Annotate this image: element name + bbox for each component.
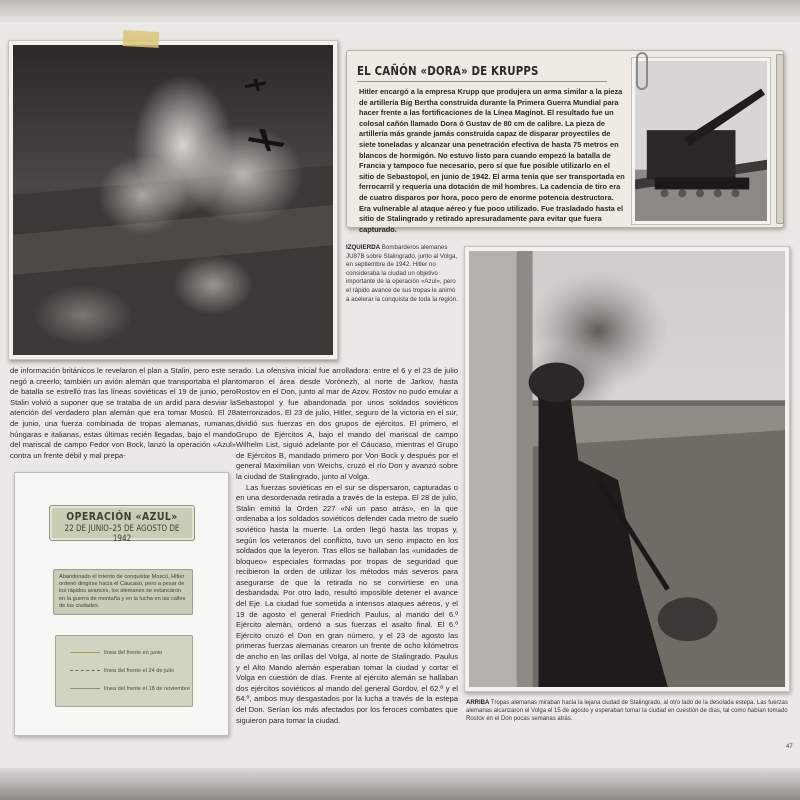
dora-title: EL CAÑÓN «DORA» DE KRUPPS	[357, 63, 539, 78]
caption-left	[346, 244, 458, 304]
legend-line-solid-gold	[70, 652, 100, 653]
azul-dates: 22 DE JUNIO–25 DE AGOSTO DE 1942	[64, 524, 180, 544]
page-number: 47	[786, 744, 793, 750]
soldier-photo	[464, 246, 790, 692]
bombers-photo	[8, 40, 338, 360]
legend-item	[70, 668, 174, 674]
dora-sidebar	[346, 50, 784, 234]
paper-clip	[636, 52, 648, 90]
legend-label: línea del frente el 24 de julio	[104, 668, 174, 674]
azul-title: OPERACIÓN «AZUL»	[66, 510, 178, 523]
page-edge-top	[0, 0, 800, 22]
azul-legend	[55, 635, 193, 707]
legend-item	[70, 686, 190, 692]
body-column-1	[10, 366, 236, 461]
caption-bottom-text: Tropas alemanas miraban hacia la lejana ciudad de Stalingrado, al otro lado de la desolada estepa. Las fuerzas alemanas alcanzaron el Volga el 15 de agosto y esperaban tomar la ciudad en cuestión de días, tal como habían tomado Rostov en el Don pocas semanas atrás.	[466, 700, 788, 723]
page-edge-bottom	[0, 768, 800, 800]
legend-label: línea del frente el 18 de noviembre	[104, 686, 191, 692]
azul-note: Abandonado el intento de conquistar Moscú, Hitler ordenó dirigirse hacia el Cáucaso, pero a pesar de los rápidos avances, los alemanes se estancaron en la guerra de montaña y en la lucha en las calles de las ciudades.	[53, 569, 193, 615]
dora-card-edge	[776, 54, 784, 224]
tape-strip	[123, 30, 160, 48]
operation-azul-box	[14, 472, 229, 736]
dora-text: Hitler encargó a la empresa Krupp que produjera un arma similar a la pieza de artillería Big Bertha construida durante la Primera Guerra Mundial para hacer frente a las fortificaciones de la Línea Maginot. El resultado fue un colosal cañón llamado Dora ó Gustav de 80 cm de calibre. La pieza de artillería más grande jamás construida capaz de disparar proyectiles de siete toneladas y alcanzar una penetración efectiva de hasta 75 metros en blancos de hormigón. No estuvo listo para cuando empezó la batalla de Francia y tampoco fue necesario, pero sí que fue posible utilizarlo en el sitio de Sebastopol, en junio de 1942. El arma tenía que ser transportada en ferrocarril y requería una dotación de mil hombres. La cadencia de tiro era de cuatro disparos por hora, poco pero de enorme potencia destructora. Era vulnerable al ataque aéreo y fue poco utilizado. Fue trasladado hasta el sitio de Stalingrado y retirado apresuradamente para evitar que fuera capturado.	[359, 87, 625, 234]
azul-title-plate	[49, 505, 195, 544]
dora-cannon-photo	[631, 57, 771, 225]
body-column-2	[236, 366, 458, 726]
caption-left-label: IZQUIERDA	[346, 244, 381, 251]
caption-bottom	[466, 699, 788, 724]
dora-title-rule	[357, 81, 607, 82]
legend-item	[70, 650, 162, 656]
legend-label: línea del frente en junio	[104, 650, 163, 656]
body-paragraph: Las fuerzas soviéticas en el sur se dispersaron, capturadas o en una desordenada retirada a través de la estepa. El 28 de julio, Stalin emitió la Orden 227 «Ni un paso atrás», en la que ordenaba a los soldados soviéticos defender cada metro de suelo soviético hasta la muerte. La orden llegó hasta las tropas y, según los veteranos del conflicto, tuvo un serio impacto en los soldados que la leyeron. Tras ellos se hallaban las «unidades de bloqueo» especiales formadas por tropas de seguridad que recibieron la orden de utilizar los métodos más severos para asegurarse de que la retirada no se convirtiese en una desbandada. Por otro lado, resultó imposible detener el avance del Eje. La ciudad fue sometida a intensos ataques aéreos, y el 19 de agosto el general Friedrich Paulus, al mando del 6.º Ejército alemán, ordenó a sus fuerzas el asalto final. El 6.º Ejército cruzó el Don en gran número, y el 23 de agosto las primeras fuerzas alemanas crearon un frente de ocho kilómetros de ancho en las orillas del Volga, al norte de Stalingrado. Paulus y el Alto Mando alemán esperaban tomar la ciudad y cortar el Volga en cuestión de días. Frente al ejército alemán se hallaban dos ejércitos soviéticos al mando del general Gordov, el 62.º y el 64.º, ambos muy desgastados por la lucha a través de la estepa del Don. Serían los más afectados por los feroces combates que siguieron para tomar la ciudad.	[236, 482, 458, 725]
caption-bottom-label: ARRIBA	[466, 700, 490, 706]
body-paragraph: rado. La ofensiva inicial fue arrolladora: entre el 6 y el 23 de julio tomaron el área desde Vorónezh, al norte de Jarkov, hasta Rostov en el Don, junto al mar de Azov. Rostov no pudo emular a Sebastopol y fue abandonada por unos soldados soviéticos aterrorizados. El 23 de julio, Hitler, seguro de la victoria en el sur, dividió sus fuerzas en dos grupos de ejércitos. El primero, el Grupo de Ejércitos A, bajo el mando del mariscal de campo Wilhelm List, siguió adelante por el Cáucaso, mientras el Grupo de Ejércitos B, mandado primero por Von Bock y después por el general Maximilian von Weichs, cruzó el río Don y avanzó sobre la ciudad de Stalingrado, junto al Volga.	[236, 366, 458, 481]
legend-line-dashed	[70, 670, 100, 671]
body-paragraph: de información británicos le revelaron el plan a Stalin, pero este se negó a creerlo; también un avión alemán que transportaba el plan de batalla se estrelló tras las líneas soviéticas el 19 de junio, pero Stalin volvió a suponer que se trataba de un ardid para desviar la atención del verdadero plan alemán que era tomar Moscú. El 28 de junio, una fuerza combinada de tropas alemanas, rumanas, húngaras e italianas, estas últimas recién llegadas, bajo el mando del mariscal de campo Fedor von Bock, lanzó la operación «Azul» contra un frente débil y mal prepa-	[10, 366, 236, 460]
legend-line-solid-grey	[70, 688, 100, 689]
caption-left-text: Bombarderos alemanes JU87B sobre Stalingrado, junto al Volga, en septiembre de 1942. Hitler no consideraba la ciudad un objetivo importante de la operación «Azul», pero el rápido avance de sus tropas le animó a acelerar la conquista de toda la región.	[346, 244, 458, 303]
